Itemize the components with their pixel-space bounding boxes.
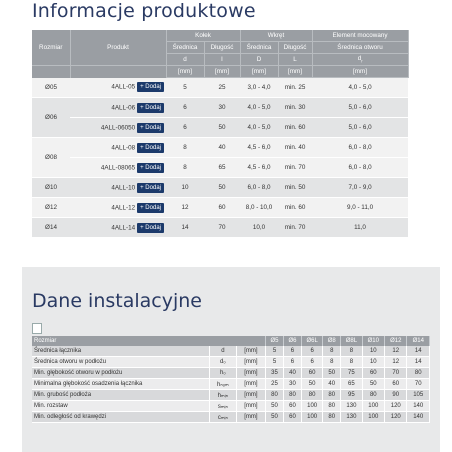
value-cell: 60 <box>301 368 322 379</box>
table-row <box>32 218 408 238</box>
table-row <box>32 98 408 118</box>
row-unit: [mm] <box>236 401 265 412</box>
header-rozmiar: Rozmiar <box>32 336 266 346</box>
cell-df: 5,0 - 6,0 <box>312 118 408 138</box>
value-cell: 8 <box>323 357 341 368</box>
table-row <box>32 357 430 368</box>
size-cell: Ø14 <box>32 218 70 238</box>
row-label: Min. grubość podłoża <box>32 390 209 401</box>
cell-D: 3,0 - 4,0 <box>240 78 278 98</box>
header-wkret: Wkręt <box>240 30 312 42</box>
product-code: 4ALL-14 <box>111 224 136 232</box>
cell-l: 60 <box>204 198 240 218</box>
product-code: 4ALL-06 <box>111 104 136 112</box>
value-cell: 14 <box>407 346 430 357</box>
add-to-cart-button[interactable]: + Dodaj <box>137 183 164 193</box>
header-sym-L: L <box>278 54 312 66</box>
value-cell: 65 <box>341 379 362 390</box>
table-row <box>32 412 430 423</box>
value-cell: 80 <box>323 390 341 401</box>
add-to-cart-button[interactable]: + Dodaj <box>137 82 164 92</box>
value-cell: 5 <box>266 346 284 357</box>
value-cell: 35 <box>266 368 284 379</box>
size-cell: Ø08 <box>32 138 70 178</box>
row-unit: [mm] <box>236 412 265 423</box>
value-cell: 10 <box>362 357 384 368</box>
value-cell: 12 <box>385 346 407 357</box>
value-cell: 60 <box>385 379 407 390</box>
value-cell: 6 <box>284 357 302 368</box>
cell-l: 65 <box>204 158 240 178</box>
value-cell: 80 <box>266 390 284 401</box>
cell-df: 5,0 - 6,0 <box>312 98 408 118</box>
cell-D: 6,0 - 8,0 <box>240 178 278 198</box>
cell-df: 7,0 - 9,0 <box>312 178 408 198</box>
value-cell: 50 <box>362 379 384 390</box>
cell-D: 4,0 - 5,0 <box>240 98 278 118</box>
table-row <box>32 178 408 198</box>
header-element: Element mocowany <box>312 30 408 42</box>
value-cell: 100 <box>362 412 384 423</box>
cell-L: min. 25 <box>278 78 312 98</box>
broken-image-icon <box>32 323 42 334</box>
value-cell: 12 <box>385 357 407 368</box>
size-cell: Ø05 <box>32 78 70 98</box>
table-row <box>32 379 430 390</box>
value-cell: 10 <box>362 346 384 357</box>
row-symbol: sₘᵢₙ <box>209 401 236 412</box>
cell-d: 5 <box>166 78 204 98</box>
cell-D: 4,5 - 6,0 <box>240 138 278 158</box>
cell-L: min. 70 <box>278 158 312 178</box>
row-symbol: hₙₒₘ <box>209 379 236 390</box>
page-title: Informacje produktowe <box>32 0 256 22</box>
cell-d: 6 <box>166 98 204 118</box>
size-cell: Ø06 <box>32 98 70 138</box>
cell-d: 8 <box>166 158 204 178</box>
row-symbol: d <box>209 346 236 357</box>
value-cell: 140 <box>407 412 430 423</box>
value-cell: 60 <box>362 368 384 379</box>
header-unit: [mm] <box>204 66 240 78</box>
cell-L: min. 40 <box>278 138 312 158</box>
value-cell: 120 <box>385 401 407 412</box>
header-kolek: Kołek <box>166 30 240 42</box>
cell-df: 9,0 - 11,0 <box>312 198 408 218</box>
installation-title: Dane instalacyjne <box>32 290 202 312</box>
value-cell: 100 <box>362 401 384 412</box>
size-header: Ø10 <box>362 336 384 346</box>
cell-df: 6,0 - 8,0 <box>312 138 408 158</box>
value-cell: 5 <box>266 357 284 368</box>
header-srednica: Średnica <box>166 42 204 54</box>
value-cell: 100 <box>301 401 322 412</box>
installation-panel <box>22 267 440 452</box>
header-unit: [mm] <box>240 66 278 78</box>
header-unit: [mm] <box>312 66 408 78</box>
cell-D: 10,0 <box>240 218 278 238</box>
cell-d: 10 <box>166 178 204 198</box>
add-to-cart-button[interactable]: + Dodaj <box>137 223 164 233</box>
cell-D: 4,5 - 6,0 <box>240 158 278 178</box>
header-sym-D: D <box>240 54 278 66</box>
cell-L: min. 70 <box>278 218 312 238</box>
value-cell: 8 <box>341 346 362 357</box>
value-cell: 60 <box>284 412 302 423</box>
value-cell: 100 <box>301 412 322 423</box>
row-label: Średnica łącznika <box>32 346 209 357</box>
table-row <box>32 118 408 138</box>
size-header: Ø14 <box>407 336 430 346</box>
value-cell: 70 <box>407 379 430 390</box>
table-row <box>32 158 408 178</box>
row-label: Średnica otworu w podłożu <box>32 357 209 368</box>
size-header: Ø6L <box>301 336 322 346</box>
cell-df: 4,0 - 5,0 <box>312 78 408 98</box>
value-cell: 6 <box>301 346 322 357</box>
cell-L: min. 50 <box>278 178 312 198</box>
cell-d: 8 <box>166 138 204 158</box>
value-cell: 140 <box>407 401 430 412</box>
row-label: Min. głębokość otworu w podłożu <box>32 368 209 379</box>
cell-l: 30 <box>204 98 240 118</box>
cell-l: 50 <box>204 178 240 198</box>
row-unit: [mm] <box>236 379 265 390</box>
table-row <box>32 78 408 98</box>
row-label: Min. odległość od krawędzi <box>32 412 209 423</box>
header-sym-l: l <box>204 54 240 66</box>
value-cell: 8 <box>323 346 341 357</box>
value-cell: 130 <box>341 412 362 423</box>
header-dlugosc2: Długość <box>278 42 312 54</box>
cell-l: 40 <box>204 138 240 158</box>
table-row <box>32 390 430 401</box>
value-cell: 105 <box>407 390 430 401</box>
cell-d: 14 <box>166 218 204 238</box>
header-srednica2: Średnica <box>240 42 278 54</box>
value-cell: 80 <box>362 390 384 401</box>
value-cell: 130 <box>341 401 362 412</box>
row-unit: [mm] <box>236 357 265 368</box>
header-dlugosc: Długość <box>204 42 240 54</box>
value-cell: 80 <box>301 390 322 401</box>
header-sym-d: d <box>166 54 204 66</box>
add-to-cart-button[interactable]: + Dodaj <box>137 203 164 213</box>
value-cell: 8 <box>341 357 362 368</box>
cell-l: 70 <box>204 218 240 238</box>
add-to-cart-button[interactable]: + Dodaj <box>137 103 164 113</box>
header-unit: [mm] <box>278 66 312 78</box>
cell-D: 4,0 - 5,0 <box>240 118 278 138</box>
cell-L: min. 60 <box>278 198 312 218</box>
header-sym-df: $d_f$ <box>312 54 408 66</box>
table-row <box>32 198 408 218</box>
product-code: 4ALL-08065 <box>100 164 136 172</box>
add-to-cart-button[interactable]: + Dodaj <box>137 163 164 173</box>
product-table <box>32 30 409 238</box>
value-cell: 14 <box>407 357 430 368</box>
value-cell: 75 <box>341 368 362 379</box>
product-code: 4ALL-06050 <box>100 124 136 132</box>
value-cell: 80 <box>407 368 430 379</box>
size-header: Ø8L <box>341 336 362 346</box>
value-cell: 30 <box>284 379 302 390</box>
row-symbol: d₀ <box>209 357 236 368</box>
product-code: 4ALL-08 <box>111 144 136 152</box>
installation-table <box>32 336 430 423</box>
product-code: 4ALL-05 <box>111 83 136 91</box>
row-symbol: h₀ <box>209 368 236 379</box>
row-label: Minimalna głębokość osadzenia łącznika <box>32 379 209 390</box>
cell-df: 11,0 <box>312 218 408 238</box>
value-cell: 70 <box>385 368 407 379</box>
header-rozmiar: Rozmiar <box>32 30 70 66</box>
header-produkt: Produkt <box>70 30 166 66</box>
header-unit: [mm] <box>166 66 204 78</box>
table-row <box>32 138 408 158</box>
size-cell: Ø10 <box>32 178 70 198</box>
row-unit: [mm] <box>236 390 265 401</box>
size-cell: Ø12 <box>32 198 70 218</box>
row-symbol: cₘᵢₙ <box>209 412 236 423</box>
value-cell: 50 <box>301 379 322 390</box>
value-cell: 40 <box>284 368 302 379</box>
cell-l: 25 <box>204 78 240 98</box>
value-cell: 120 <box>385 412 407 423</box>
product-code: 4ALL-12 <box>111 204 136 212</box>
size-header: Ø6 <box>284 336 302 346</box>
cell-d: 6 <box>166 118 204 138</box>
value-cell: 50 <box>266 412 284 423</box>
value-cell: 50 <box>323 368 341 379</box>
row-label: Min. rozstaw <box>32 401 209 412</box>
value-cell: 6 <box>284 346 302 357</box>
cell-D: 8,0 - 10,0 <box>240 198 278 218</box>
table-row <box>32 368 430 379</box>
cell-df: 6,0 - 8,0 <box>312 158 408 178</box>
cell-L: min. 30 <box>278 98 312 118</box>
row-symbol: hₘᵢₙ <box>209 390 236 401</box>
value-cell: 80 <box>323 412 341 423</box>
size-header: Ø12 <box>385 336 407 346</box>
cell-l: 50 <box>204 118 240 138</box>
cell-L: min. 60 <box>278 118 312 138</box>
cell-d: 12 <box>166 198 204 218</box>
value-cell: 80 <box>284 390 302 401</box>
size-header: Ø8 <box>323 336 341 346</box>
table-row <box>32 346 430 357</box>
size-header: Ø5 <box>266 336 284 346</box>
row-unit: [mm] <box>236 368 265 379</box>
value-cell: 40 <box>323 379 341 390</box>
product-code: 4ALL-10 <box>111 184 136 192</box>
value-cell: 6 <box>301 357 322 368</box>
row-unit: [mm] <box>236 346 265 357</box>
add-to-cart-button[interactable]: + Dodaj <box>137 123 164 133</box>
value-cell: 80 <box>323 401 341 412</box>
value-cell: 90 <box>385 390 407 401</box>
header-srednica-otworu: Średnica otworu <box>312 42 408 54</box>
value-cell: 50 <box>266 401 284 412</box>
value-cell: 95 <box>341 390 362 401</box>
value-cell: 25 <box>266 379 284 390</box>
add-to-cart-button[interactable]: + Dodaj <box>137 143 164 153</box>
table-row <box>32 401 430 412</box>
value-cell: 60 <box>284 401 302 412</box>
